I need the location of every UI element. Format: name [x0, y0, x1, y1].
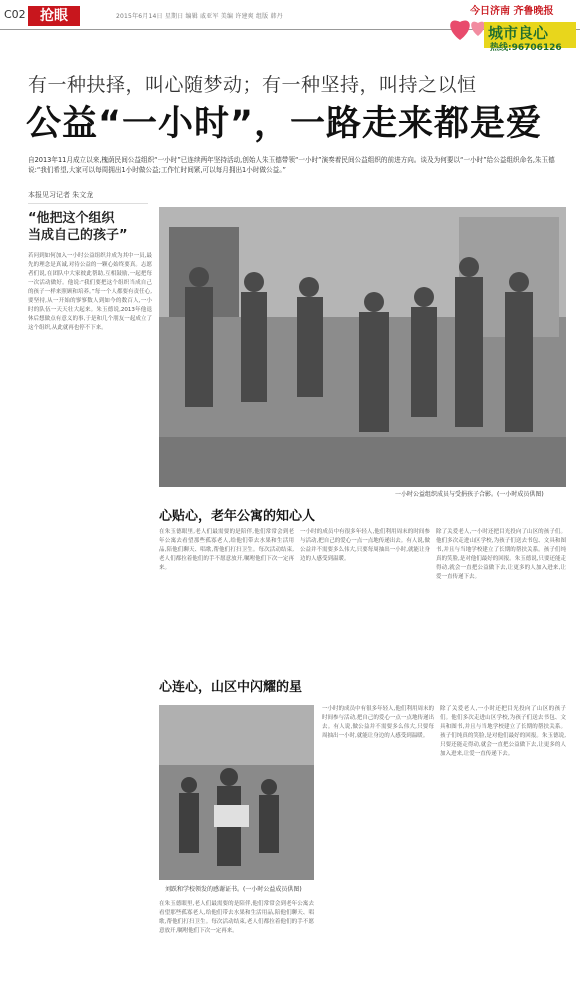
logo-title: 城市良心	[488, 24, 549, 42]
mid-column-3	[159, 900, 314, 975]
group-photo-image	[159, 207, 566, 487]
mid-column-4-para: 一小时的成员中有很多年轻人,他们利用周末的时间参与活动,把自己的爱心一点一点地传递出去。有人说,做公益并不需要多么伟大,只要每周抽出一小时,就能让身边的人感受到温暖。	[322, 706, 434, 739]
right-column-2	[440, 705, 566, 975]
section-1-title: 心贴心，老年公寓的知心人	[159, 509, 316, 524]
award-photo-image	[159, 705, 314, 880]
headline-subtitle: 有一种抉择，叫心随梦动；有一种坚持，叫持之以恒	[28, 74, 477, 96]
group-photo	[159, 207, 566, 487]
lead-paragraph: 自2013年11月成立以来,槐荫民间公益组织“一小时”已连续两年坚持活动,创始人朱玉德带领“一小时”演奏着民间公益组织的前进方向。谈及为何要以“一小时”给公益组织命名,朱玉德说:“我们希望,大家可以每周拥出1小时做公益;工作忙时间紧,可以每月拥出1小时做公益。”	[28, 156, 555, 174]
mid-column-1-para: 在朱玉德眼里,老人们最需要的是陪伴,他们常常会到老年公寓去看望那些孤寡老人,给他们带去水果和生活用品,陪他们聊天、唱歌,帮他们打扫卫生。每次活动结束,老人们都拉着他们的手不愿意放开,嘱咐他们下次一定再来。	[159, 529, 294, 571]
right-column-2-para: 除了关爱老人,一小时还把目光投向了山区的孩子们。他们多次走进山区学校,为孩子们送去书包、文具和图书,并且与当地学校建立了长期的帮扶关系。孩子们纯真的笑脸,是对他们最好的回报。朱玉德说,只要还能走得动,就会一直把公益做下去,让更多的人加入进来,让爱一直传递下去。	[440, 706, 566, 757]
section-label: 抢眼	[28, 6, 80, 26]
mid-column-3-para: 在朱玉德眼里,老人们最需要的是陪伴,他们常常会到老年公寓去看望那些孤寡老人,给他们带去水果和生活用品,陪他们聊天、唱歌,帮他们打扫卫生。每次活动结束,老人们都拉着他们的手不愿意放开,嘱咐他们下次一定再来。	[159, 901, 314, 934]
photo1-caption: 一小时公益组织成员与受捐孩子合影。(一小时成员供图)	[395, 491, 544, 498]
left-column-text	[28, 252, 152, 972]
photo2-caption: 刘跃和学校领发的感谢证书。(一小时公益成员供图)	[165, 886, 302, 893]
mid-column-1	[159, 528, 294, 668]
left-column-para: 若问到如何加入一小时公益组织并成为其中一员,最先的理念是真诚,对待公益的一颗心始终要真。志愿者们说,在团队中大家彼此帮助,互相鼓励,一起把每一次活动做好。他说:“我们要把这个组织当成自己的孩子一样来照顾和培养。”每一个人都要有责任心,要坚持,从一开始的寥寥数人到如今的数百人,一小时的队伍一天天壮大起来。朱玉德说,2013年他退休后想做点有意义的事,于是和几个朋友一起成立了这个组织,从此就再也停不下来。	[28, 253, 152, 331]
award-photo	[159, 705, 314, 880]
pullquote	[28, 210, 128, 244]
mid-column-2	[300, 528, 430, 668]
section-2-title: 心连心，山区中闪耀的星	[159, 680, 303, 695]
page-number: C02	[4, 8, 26, 21]
pullquote-line-1: “他把这个组织	[28, 211, 115, 226]
mid-column-4	[322, 705, 434, 975]
right-column-1	[436, 528, 566, 668]
byline: 本报见习记者 朱文龙	[28, 191, 94, 199]
masthead-brand: 今日济南 齐鲁晚报	[470, 6, 554, 17]
right-column-1-para: 除了关爱老人,一小时还把目光投向了山区的孩子们。他们多次走进山区学校,为孩子们送去书包、文具和图书,并且与当地学校建立了长期的帮扶关系。孩子们纯真的笑脸,是对他们最好的回报。朱玉德说,只要还能走得动,就会一直把公益做下去,让更多的人加入进来,让爱一直传递下去。	[436, 529, 566, 580]
headline-title: 公益“一小时”，一路走来都是爱	[26, 104, 543, 144]
byline-rule	[28, 203, 148, 204]
pullquote-line-2: 当成自己的孩子”	[28, 228, 128, 243]
issue-meta: 2015年6月14日 星期日 编辑 戚亚军 美编 许建爽 组版 韩丹	[116, 13, 283, 20]
mid-column-2-para: 一小时的成员中有很多年轻人,他们利用周末的时间参与活动,把自己的爱心一点一点地传递出去。有人说,做公益并不需要多么伟大,只要每周抽出一小时,就能让身边的人感受到温暖。	[300, 529, 430, 562]
logo-hotline: 热线:96706126	[490, 43, 562, 53]
